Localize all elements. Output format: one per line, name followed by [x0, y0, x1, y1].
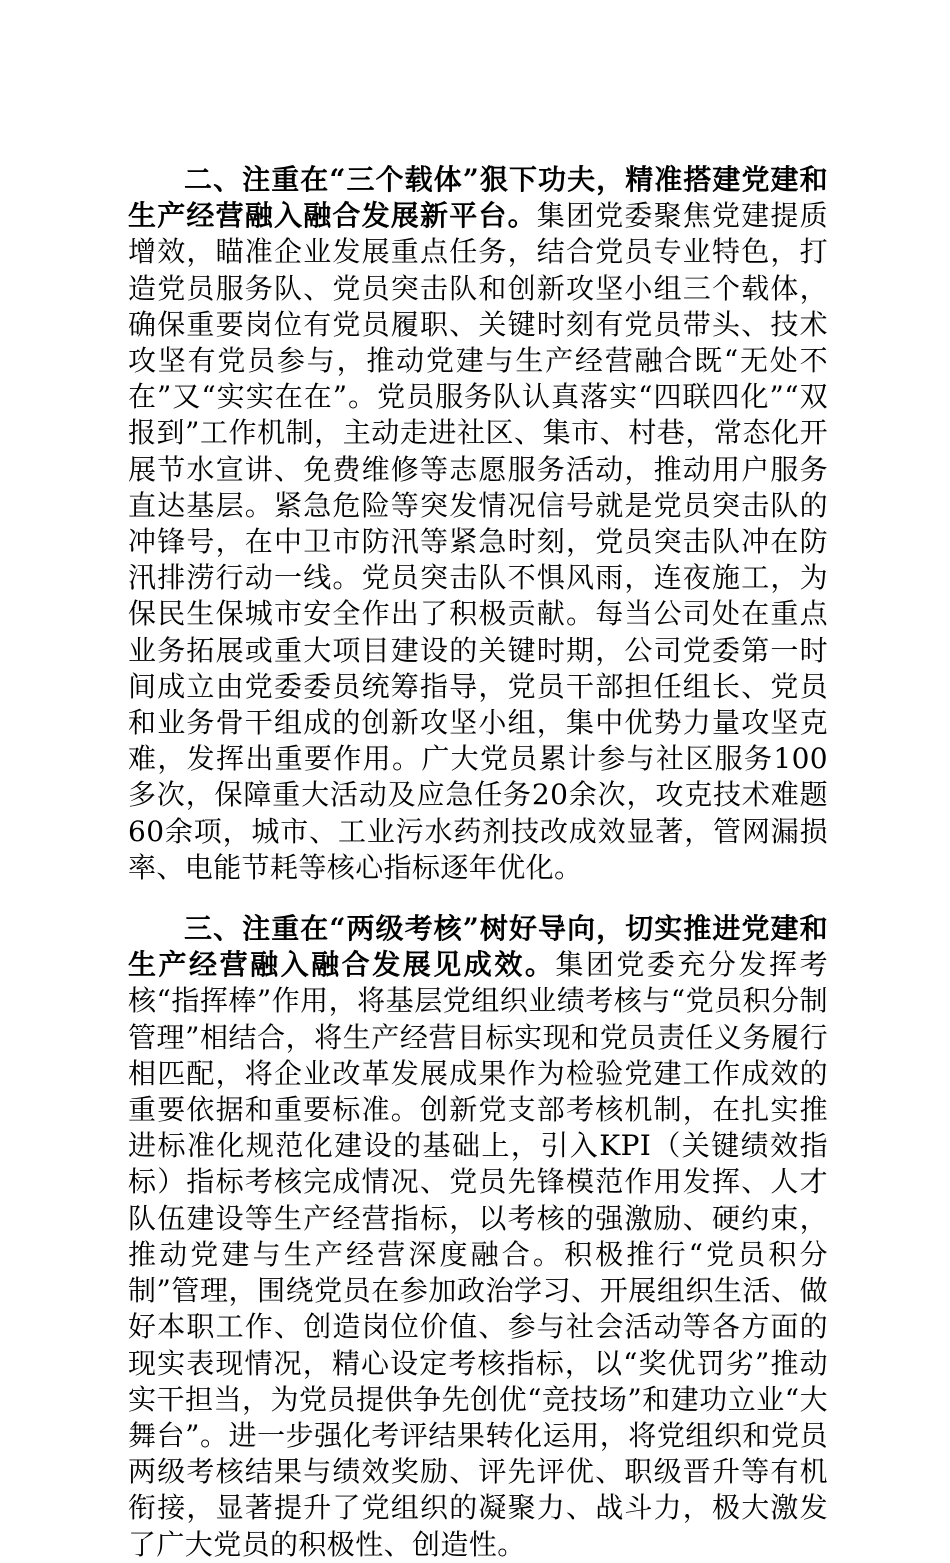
- section-heading: 二、注重在“三个载体”狠下功夫，精准搭建党建和生产经营融入融合发展新平台。: [128, 163, 828, 233]
- section-body: 集团党委充分发挥考核“指挥棒”作用，将基层党组织业绩考核与“党员积分制管理”相结合，将生产经营目标实现和党员责任义务履行相匹配，将企业改革发展成果作为检验党建工作成效的重要依据和重要标准。创新党支部考核机制，在扎实推进标准化规范化建设的基础上，引入KPI（关键绩效指标）指标考核完成情况、党员先锋模范作用发挥、人才队伍建设等生产经营指标，以考核的强激励、硬约束，推动党建与生产经营深度融合。积极推行“党员积分制”管理，围绕党员在参加政治学习、开展组织生活、做好本职工作、创造岗位价值、参与社会活动等各方面的现实表现情况，精心设定考核指标，以“奖优罚劣”推动实干担当，为党员提供争先创优“竞技场”和建功立业“大舞台”。进一步强化考评结果转化运用，将党组织和党员两级考核结果与绩效奖励、评先评优、职级晋升等有机衔接，显著提升了党组织的凝聚力、战斗力，极大激发了广大党员的积极性、创造性。: [128, 948, 828, 1561]
- paragraph-section-two: [128, 162, 828, 886]
- document-page: [128, 162, 828, 1563]
- section-heading: 三、注重在“两级考核”树好导向，切实推进党建和生产经营融入融合发展见成效。: [128, 912, 828, 982]
- section-body: 集团党委聚焦党建提质增效，瞄准企业发展重点任务，结合党员专业特色，打造党员服务队、党员突击队和创新攻坚小组三个载体，确保重要岗位有党员履职、关键时刻有党员带头、技术攻坚有党员参与，推动党建与生产经营融合既“无处不在”又“实实在在”。党员服务队认真落实“四联四化”“双报到”工作机制，主动走进社区、集市、村巷，常态化开展节水宣讲、免费维修等志愿服务活动，推动用户服务直达基层。紧急危险等突发情况信号就是党员突击队的冲锋号，在中卫市防汛等紧急时刻，党员突击队冲在防汛排涝行动一线。党员突击队不惧风雨，连夜施工，为保民生保城市安全作出了积极贡献。每当公司处在重点业务拓展或重大项目建设的关键时期，公司党委第一时间成立由党委委员统筹指导，党员干部担任组长、党员和业务骨干组成的创新攻坚小组，集中优势力量攻坚克难，发挥出重要作用。广大党员累计参与社区服务100多次，保障重大活动及应急任务20余次，攻克技术难题60余项，城市、工业污水药剂技改成效显著，管网漏损率、电能节耗等核心指标逐年优化。: [128, 199, 828, 884]
- paragraph-section-three: [128, 911, 828, 1563]
